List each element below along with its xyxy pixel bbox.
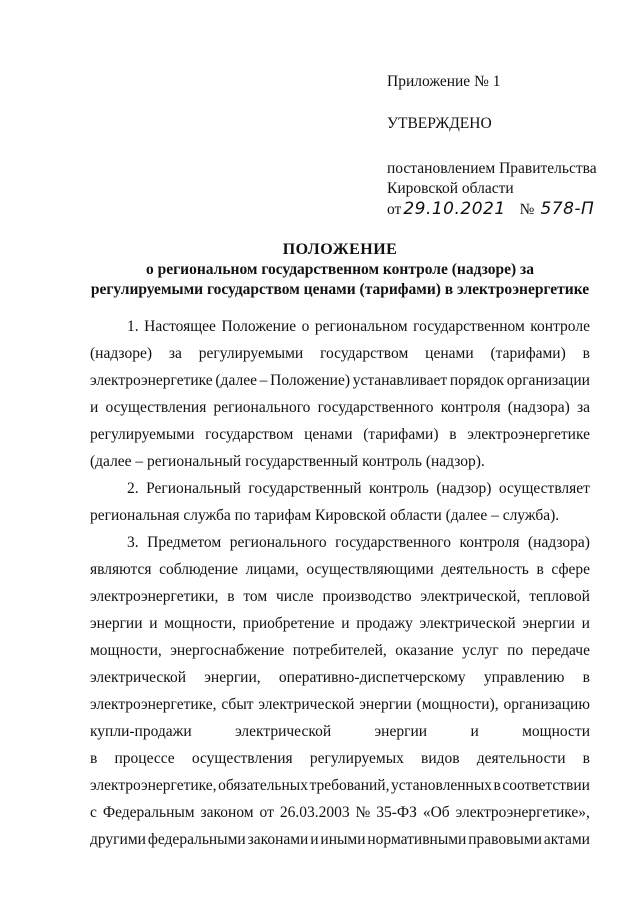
body-word: устанавливает bbox=[352, 372, 448, 389]
body-word: электрической bbox=[258, 696, 355, 713]
body-word: контроля bbox=[440, 399, 501, 416]
body-word: в bbox=[582, 750, 590, 767]
body-word: том bbox=[243, 588, 268, 605]
body-word: электроэнергетике, bbox=[90, 777, 217, 794]
body-word: электроэнергетике», bbox=[455, 804, 590, 821]
body-word: 1. bbox=[127, 318, 139, 335]
body-line bbox=[90, 529, 590, 556]
body-word: в bbox=[449, 426, 457, 443]
body-word: государственного bbox=[335, 534, 452, 551]
body-line bbox=[90, 475, 590, 502]
body-word: энергии bbox=[374, 723, 428, 740]
body-word: контроля bbox=[459, 534, 520, 551]
approved-label: УТВЕРЖДЕНО bbox=[387, 115, 492, 132]
body-word: государственном bbox=[413, 318, 525, 335]
body-line bbox=[90, 610, 590, 637]
body-word: за bbox=[576, 399, 590, 416]
body-word: о bbox=[301, 318, 310, 335]
body-word: – bbox=[259, 372, 268, 389]
resolution-date-number bbox=[387, 199, 617, 220]
body-line bbox=[90, 691, 590, 718]
body-word: электроэнергетике bbox=[467, 426, 590, 443]
body-word: электрической bbox=[235, 723, 332, 740]
body-word: № bbox=[355, 804, 371, 821]
body-word: (мощности), bbox=[416, 696, 499, 713]
body-word: другими bbox=[90, 831, 146, 848]
body-word: (тарифами) bbox=[490, 345, 566, 362]
body-line bbox=[90, 556, 590, 583]
body-word: в bbox=[536, 561, 544, 578]
body-word: энергии, bbox=[204, 669, 261, 686]
body-line bbox=[90, 664, 590, 691]
body-line: региональная служба по тарифам Кировской области (далее – служба). bbox=[90, 507, 560, 524]
body-word: установленных bbox=[390, 777, 492, 794]
body-word: оказание bbox=[395, 642, 454, 659]
body-word: от bbox=[259, 804, 274, 821]
body-word: управлению bbox=[483, 669, 565, 686]
body-word: 2. bbox=[127, 480, 139, 497]
body-word: и bbox=[470, 723, 479, 740]
body-line bbox=[90, 394, 590, 421]
body-word: электрической, bbox=[420, 588, 521, 605]
body-word: и bbox=[341, 615, 350, 632]
body-word: 3. bbox=[127, 534, 139, 551]
body-word: передаче bbox=[531, 642, 590, 659]
body-word: и bbox=[581, 615, 590, 632]
body-word: (надзора) bbox=[507, 399, 570, 416]
body-word: Настоящее bbox=[144, 318, 216, 335]
body-word: законом bbox=[200, 804, 254, 821]
body-word: электрической bbox=[419, 615, 516, 632]
body-word: нормативными bbox=[367, 831, 467, 848]
body-word: ценами bbox=[304, 426, 353, 443]
body-word: мощности bbox=[522, 723, 590, 740]
body-line bbox=[90, 583, 590, 610]
body-word: производство bbox=[322, 588, 412, 605]
body-word: деятельность bbox=[441, 561, 529, 578]
body-word: законами bbox=[247, 831, 309, 848]
body-word: энергоснабжение bbox=[170, 642, 285, 659]
body-word: соответствии bbox=[502, 777, 590, 794]
body-word: мощности, bbox=[164, 615, 237, 632]
handwritten-date: 29.10.2021 bbox=[403, 199, 506, 219]
title-subline-2: регулируемыми государством ценами (тарифами) в электроэнергетике bbox=[90, 281, 590, 298]
body-word: процессе bbox=[114, 750, 175, 767]
body-word: в bbox=[582, 669, 590, 686]
body-line bbox=[90, 340, 590, 367]
body-word: потребителей, bbox=[292, 642, 387, 659]
body-word: (далее bbox=[215, 372, 257, 389]
body-word: услуг bbox=[462, 642, 499, 659]
body-line bbox=[90, 799, 590, 826]
body-word: электрической bbox=[90, 669, 187, 686]
body-word: оперативно-диспетчерскому bbox=[278, 669, 466, 686]
body-word: продажу bbox=[356, 615, 413, 632]
body-word: Региональный bbox=[146, 480, 241, 497]
body-line bbox=[90, 718, 590, 745]
body-line bbox=[90, 637, 590, 664]
body-word: актами bbox=[543, 831, 590, 848]
body-word: регионального bbox=[213, 399, 311, 416]
title-subline-1: о региональном государственном контроле (надзоре) за bbox=[145, 261, 535, 278]
body-word: приобретение bbox=[242, 615, 335, 632]
document-title bbox=[90, 240, 590, 300]
body-line bbox=[90, 772, 590, 799]
body-word: (надзор) bbox=[436, 480, 492, 497]
body-word: с bbox=[90, 804, 97, 821]
body-word: числе bbox=[276, 588, 314, 605]
body-word: в bbox=[493, 777, 501, 794]
body-word: регулируемых bbox=[309, 750, 404, 767]
body-word: Предметом bbox=[147, 534, 222, 551]
body-word: обязательных bbox=[218, 777, 308, 794]
title-heading: ПОЛОЖЕНИЕ bbox=[282, 241, 398, 258]
body-word: регулируемыми bbox=[90, 426, 195, 443]
approval-stamp bbox=[387, 72, 617, 220]
body-word: электроэнергетике bbox=[90, 372, 213, 389]
resolution-line-2: Кировской области bbox=[387, 180, 514, 197]
body-line: (далее – региональный государственный контроль (надзор). bbox=[90, 453, 485, 470]
body-word: сфере bbox=[551, 561, 590, 578]
body-word: купли-продажи bbox=[90, 723, 192, 740]
body-word: организацию bbox=[503, 696, 590, 713]
body-word: осуществления bbox=[105, 399, 207, 416]
body-word: контроль bbox=[369, 480, 429, 497]
body-word: (тарифами) bbox=[363, 426, 439, 443]
body-word: «Об bbox=[422, 804, 450, 821]
body-word: регионального bbox=[229, 534, 327, 551]
body-word: сбыт bbox=[221, 696, 254, 713]
body-line bbox=[90, 826, 590, 853]
body-word: федеральными bbox=[147, 831, 246, 848]
body-word: лицами, bbox=[245, 561, 299, 578]
body-word: иными bbox=[320, 831, 366, 848]
body-word: государственного bbox=[317, 399, 434, 416]
body-word: государством bbox=[320, 345, 409, 362]
number-prefix: № bbox=[519, 201, 535, 218]
body-word: энергии bbox=[359, 696, 412, 713]
body-line bbox=[90, 421, 590, 448]
body-word: видов bbox=[421, 750, 460, 767]
body-word: региональном bbox=[314, 318, 408, 335]
body-word: (надзора) bbox=[527, 534, 590, 551]
body-word: 26.03.2003 bbox=[279, 804, 350, 821]
date-prefix: от bbox=[387, 201, 402, 218]
body-word: осуществления bbox=[191, 750, 293, 767]
body-word: правовыми bbox=[468, 831, 542, 848]
body-word: тепловой bbox=[529, 588, 590, 605]
body-word: (надзоре) bbox=[90, 345, 152, 362]
body-word: и bbox=[310, 831, 319, 848]
body-word: энергии bbox=[522, 615, 575, 632]
body-word: 35-ФЗ bbox=[376, 804, 417, 821]
body-word: организации bbox=[506, 372, 590, 389]
appendix-label: Приложение № 1 bbox=[387, 73, 501, 90]
body-line bbox=[90, 313, 590, 340]
body-line bbox=[90, 745, 590, 772]
body-word: в bbox=[227, 588, 235, 605]
body-word: энергии bbox=[90, 615, 143, 632]
body-word: соблюдение bbox=[159, 561, 238, 578]
document-body bbox=[90, 313, 590, 853]
body-word: контроле bbox=[530, 318, 590, 335]
body-word: Федеральным bbox=[102, 804, 195, 821]
body-word: регулируемыми bbox=[198, 345, 304, 362]
body-word: в bbox=[582, 345, 590, 362]
body-word: являются bbox=[90, 561, 152, 578]
body-word: государственный bbox=[248, 480, 362, 497]
handwritten-number: 578-П bbox=[540, 199, 595, 219]
body-word: электроэнергетике, bbox=[90, 696, 217, 713]
body-word: порядок bbox=[449, 372, 504, 389]
body-word: требований, bbox=[309, 777, 390, 794]
body-word: Положение bbox=[221, 318, 297, 335]
body-word: по bbox=[507, 642, 524, 659]
body-word: за bbox=[168, 345, 182, 362]
body-word: государством bbox=[205, 426, 294, 443]
body-word: ценами bbox=[425, 345, 474, 362]
body-word: электроэнергетики, bbox=[90, 588, 219, 605]
body-line bbox=[90, 367, 590, 394]
body-word: мощности, bbox=[90, 642, 162, 659]
resolution-line-1: постановлением Правительства bbox=[387, 160, 597, 177]
body-word: осуществляющими bbox=[306, 561, 434, 578]
body-word: Положение) bbox=[270, 372, 350, 389]
body-word: осуществляет bbox=[498, 480, 590, 497]
body-word: деятельности bbox=[476, 750, 566, 767]
body-word: и bbox=[90, 399, 99, 416]
body-word: в bbox=[90, 750, 98, 767]
body-word: и bbox=[149, 615, 158, 632]
